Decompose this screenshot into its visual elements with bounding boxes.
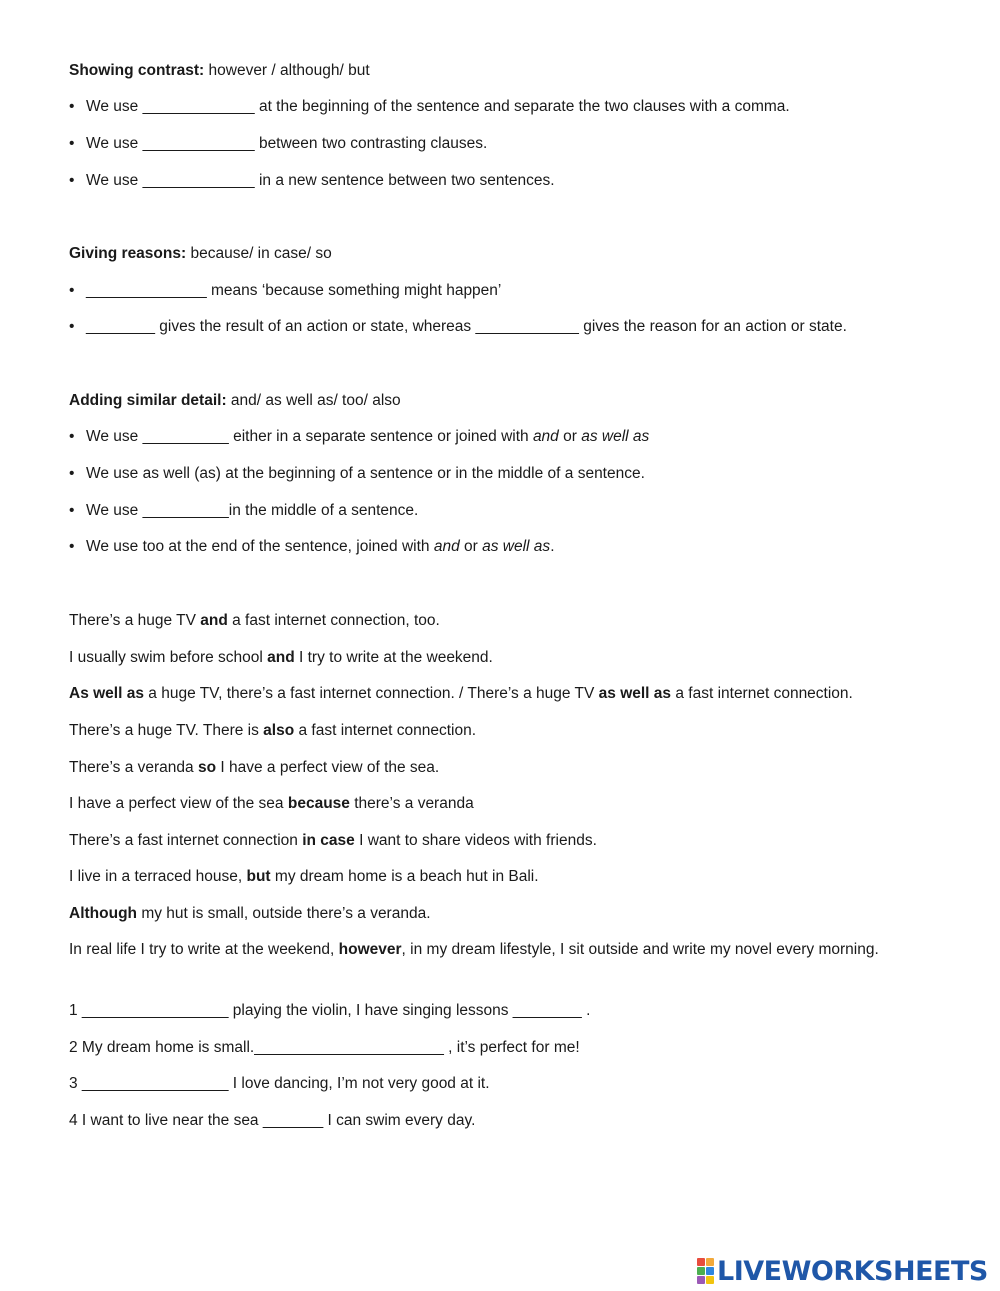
keyword: as well as (598, 685, 672, 702)
logo-icon (697, 1258, 714, 1284)
text: a huge TV, there’s a fast internet connection. / There’s a huge TV (143, 685, 599, 702)
contrast-bullet-3: • We use _____________ in a new sentence between two sentences. (69, 172, 555, 189)
example-4 (69, 721, 476, 741)
keyword: because (287, 795, 350, 812)
text: I have a perfect view of the sea. (216, 759, 440, 776)
text: a fast internet connection. (671, 685, 853, 702)
reasons-heading-rest: because/ in case/ so (186, 245, 332, 262)
keyword: Although (69, 905, 138, 922)
text: a fast internet connection, too. (227, 612, 440, 629)
contrast-heading-bold: Showing contrast: (69, 62, 205, 79)
liveworksheets-logo (697, 1256, 988, 1286)
example-10 (69, 938, 909, 962)
italic-and: and (532, 428, 559, 445)
text: there’s a veranda (349, 795, 474, 812)
or-text: or (558, 428, 582, 445)
similar-bullet-1-text: We use __________ either in a separate sentence or joined with (86, 428, 533, 445)
text: There’s a huge TV. There is (69, 722, 264, 739)
text: I try to write at the weekend. (294, 649, 493, 666)
italic-as-well-as: as well as (482, 538, 551, 555)
logo-block (697, 1258, 705, 1266)
keyword: however (338, 941, 402, 958)
similar-bullet-2: • We use as well (as) at the beginning of a sentence or in the middle of a sentence. (69, 465, 645, 482)
text: a fast internet connection. (294, 722, 476, 739)
text: There’s a veranda (69, 759, 198, 776)
similar-heading (69, 391, 401, 411)
example-5 (69, 758, 439, 778)
similar-bullet-4: • We use too at the end of the sentence, joined with and or as well as. (69, 538, 555, 555)
text: I usually swim before school (69, 649, 268, 666)
keyword: and (267, 649, 295, 666)
keyword: in case (302, 832, 355, 849)
exercise-3: 3 _________________ I love dancing, I’m not very good at it. (69, 1075, 490, 1092)
exercise-4: 4 I want to live near the sea _______ I can swim every day. (69, 1112, 476, 1129)
contrast-bullet-1: • We use _____________ at the beginning of the sentence and separate the two clauses with a comma. (69, 98, 790, 115)
similar-bullet-4-text: We use too at the end of the sentence, joined with (86, 538, 434, 555)
keyword: but (246, 868, 271, 885)
contrast-bullet-2: • We use _____________ between two contrasting clauses. (69, 135, 488, 152)
reasons-bullet-1-text: ______________ means ‘because something might happen’ (86, 282, 502, 299)
logo-block (706, 1267, 714, 1275)
example-7 (69, 831, 597, 851)
example-2 (69, 648, 493, 668)
italic-and: and (433, 538, 460, 555)
text: I have a perfect view of the sea (69, 795, 288, 812)
logo-block (706, 1276, 714, 1284)
similar-bullet-2-text: We use as well (as) at the beginning of a sentence or in the middle of a sentence. (86, 465, 645, 482)
example-6 (69, 794, 474, 814)
example-1 (69, 611, 440, 631)
text: In real life I try to write at the weekend, (69, 941, 339, 958)
or-text: or (459, 538, 483, 555)
contrast-bullet-2-text: We use _____________ between two contrasting clauses. (86, 135, 488, 152)
contrast-heading (69, 61, 370, 81)
exercise-2: 2 My dream home is small.______________________ , it’s perfect for me! (69, 1039, 580, 1056)
keyword: also (263, 722, 295, 739)
reasons-heading-bold: Giving reasons: (69, 245, 187, 262)
text: There’s a fast internet connection (69, 832, 303, 849)
keyword: As well as (69, 685, 144, 702)
text: my dream home is a beach hut in Bali. (270, 868, 539, 885)
period: . (550, 538, 555, 555)
text: my hut is small, outside there’s a veranda. (137, 905, 431, 922)
text: There’s a huge TV (69, 612, 201, 629)
reasons-bullet-1: • ______________ means ‘because something might happen’ (69, 282, 502, 299)
logo-block (697, 1276, 705, 1284)
similar-heading-rest: and/ as well as/ too/ also (226, 392, 401, 409)
similar-bullet-3-text: We use __________in the middle of a sentence. (86, 502, 419, 519)
example-9 (69, 904, 431, 924)
keyword: and (200, 612, 228, 629)
contrast-bullet-3-text: We use _____________ in a new sentence between two sentences. (86, 172, 555, 189)
reasons-heading (69, 244, 332, 264)
logo-block (706, 1258, 714, 1266)
reasons-bullet-2-text: ________ gives the result of an action or state, whereas ____________ gives the reason for an action or state. (86, 318, 847, 335)
logo-text: LIVEWORKSHEETS (717, 1255, 988, 1287)
example-3 (69, 684, 853, 704)
similar-heading-bold: Adding similar detail: (69, 392, 227, 409)
example-8 (69, 867, 539, 887)
keyword: so (197, 759, 217, 776)
contrast-bullet-1-text: We use _____________ at the beginning of the sentence and separate the two clauses with a comma. (86, 98, 790, 115)
reasons-bullet-2: • ________ gives the result of an action or state, whereas ____________ gives the reason for an action or state. (69, 318, 847, 335)
similar-bullet-1: • We use __________ either in a separate sentence or joined with and or as well as (69, 428, 650, 445)
italic-as-well-as: as well as (581, 428, 650, 445)
contrast-heading-rest: however / although/ but (204, 62, 370, 79)
text: , in my dream lifestyle, I sit outside and write my novel every morning. (401, 941, 879, 958)
similar-bullet-3: • We use __________in the middle of a sentence. (69, 502, 419, 519)
exercise-1: 1 _________________ playing the violin, I have singing lessons ________ . (69, 1002, 591, 1019)
text: I live in a terraced house, (69, 868, 247, 885)
text: I want to share videos with friends. (354, 832, 597, 849)
logo-block (697, 1267, 705, 1275)
